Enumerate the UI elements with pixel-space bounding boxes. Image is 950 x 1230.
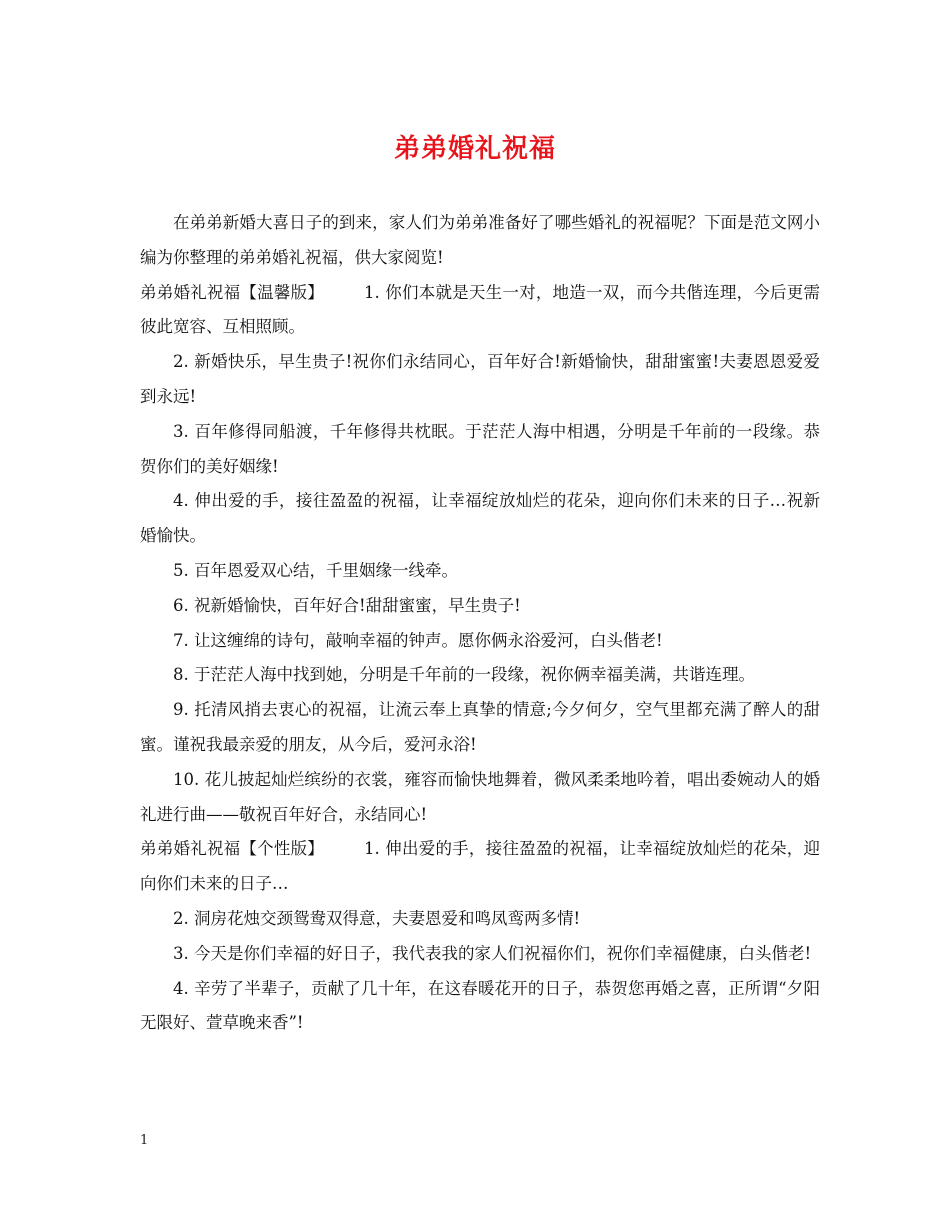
intro-paragraph: 在弟弟新婚大喜日子的到来，家人们为弟弟准备好了哪些婚礼的祝福呢？下面是范文网小编为你整理的弟弟婚礼祝福，供大家阅览! [140, 213, 820, 267]
section1-item-10: 10. 花儿披起灿烂缤纷的衣裳，雍容而愉快地舞着，微风柔柔地吟着，唱出委婉动人的婚礼进行曲——敬祝百年好合，永结同心! [140, 769, 820, 824]
section2-item-4: 4. 辛劳了半辈子，贡献了几十年，在这春暖花开的日子，恭贺您再婚之喜，正所谓“夕阳无限好、萱草晚来香”! [140, 978, 820, 1033]
section1-item-8: 8. 于茫茫人海中找到她，分明是千年前的一段缘，祝你俩幸福美满，共谐连理。 [173, 665, 755, 685]
section1-heading: 弟弟婚礼祝福【温馨版】 [140, 282, 325, 302]
section2-item-2: 2. 洞房花烛交颈鸳鸯双得意，夫妻恩爱和鸣凤鸾两多情! [173, 908, 581, 928]
section1-item-5: 5. 百年恩爱双心结，千里姻缘一线牵。 [173, 560, 458, 580]
section2-first-paragraph [140, 832, 820, 902]
section2-item-3: 3. 今天是你们幸福的好日子，我代表我的家人们祝福你们，祝你们幸福健康，白头偕老! [173, 943, 812, 963]
page-number: 1 [140, 1133, 149, 1148]
section1-item-6: 6. 祝新婚愉快，百年好合!甜甜蜜蜜，早生贵子! [173, 595, 521, 615]
section2-item-1: 1. 伸出爱的手，接往盈盈的祝福，让幸福绽放灿烂的花朵，迎向你们未来的日子… [140, 839, 820, 894]
section1-item-1: 1. 你们本就是天生一对，地造一双，而今共偕连理，今后更需彼此宽容、互相照顾。 [140, 282, 820, 337]
section1-first-paragraph [140, 276, 820, 346]
document-body [140, 206, 820, 1041]
section1-item-7: 7. 让这缠绵的诗句，敲响幸福的钟声。愿你俩永浴爱河，白头偕老! [173, 630, 663, 650]
section1-item-9: 9. 托清风捎去衷心的祝福，让流云奉上真挚的情意;今夕何夕，空气里都充满了醉人的甜蜜。谨祝我最亲爱的朋友，从今后，爱河永浴! [140, 700, 820, 754]
document-title: 弟弟婚礼祝福 [393, 134, 556, 164]
section1-item-2: 2. 新婚快乐，早生贵子!祝你们永结同心，百年好合!新婚愉快，甜甜蜜蜜!夫妻恩恩爱爱到永远! [140, 352, 820, 406]
section2-heading: 弟弟婚礼祝福【个性版】 [140, 839, 325, 859]
section1-item-3: 3. 百年修得同船渡，千年修得共枕眠。于茫茫人海中相遇，分明是千年前的一段缘。恭贺你们的美好姻缘! [140, 421, 820, 476]
section1-item-4: 4. 伸出爱的手，接往盈盈的祝福，让幸福绽放灿烂的花朵，迎向你们未来的日子…祝新婚愉快。 [140, 491, 820, 546]
